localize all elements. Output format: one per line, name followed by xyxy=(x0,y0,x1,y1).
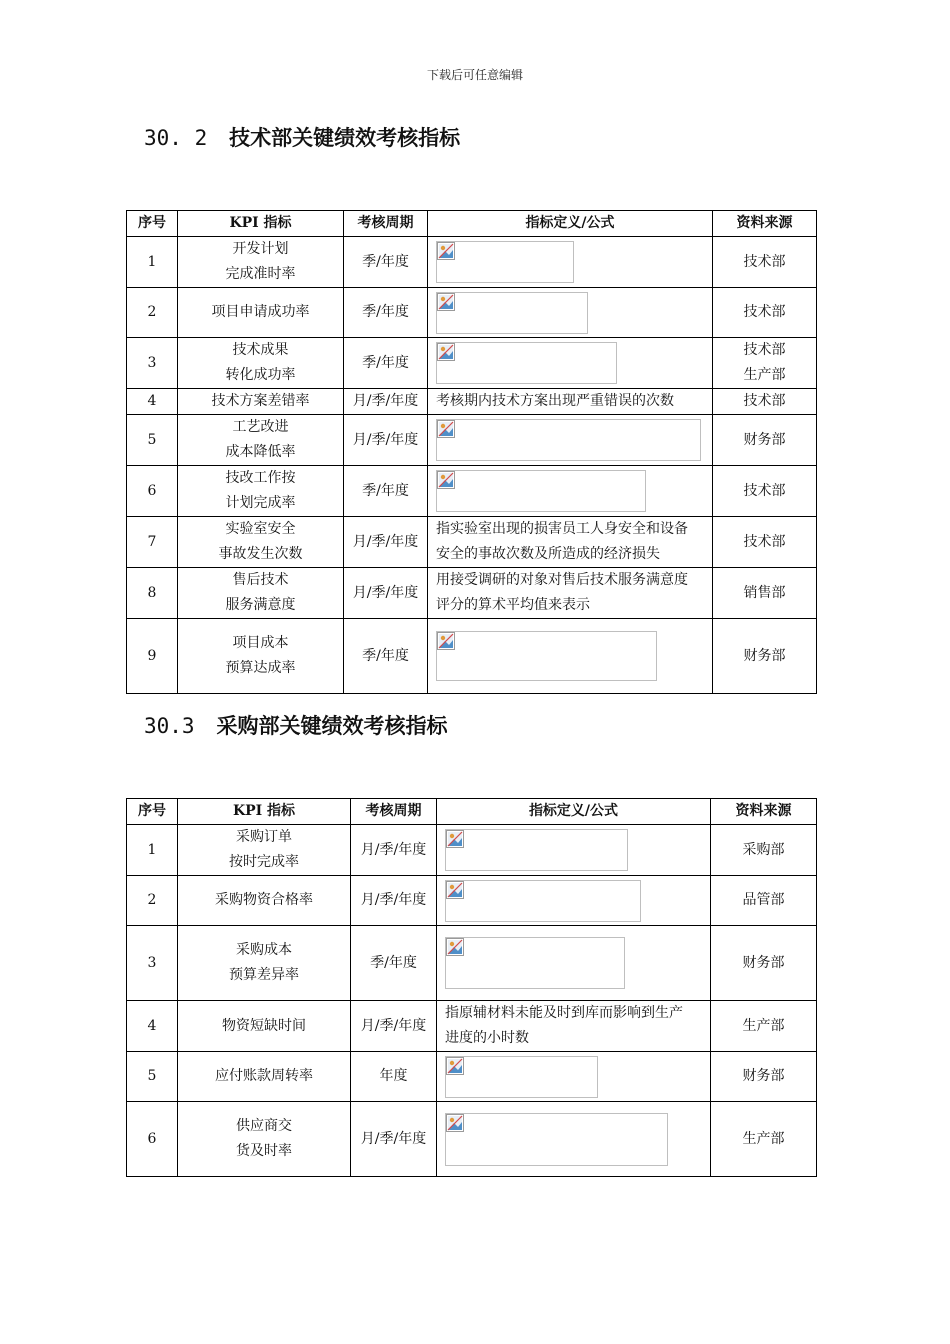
row-number: 4 xyxy=(127,1001,178,1052)
kpi-name-line: 采购订单 xyxy=(236,829,292,845)
data-source xyxy=(713,389,817,415)
table-header-row xyxy=(127,799,817,825)
column-header: 考核周期 xyxy=(344,211,428,237)
assessment-period: 季/年度 xyxy=(344,619,428,694)
row-number: 1 xyxy=(127,825,178,876)
kpi-name-line: 预算差异率 xyxy=(229,967,299,983)
data-source-line: 技术部 xyxy=(743,253,786,270)
kpi-name-line: 技改工作按 xyxy=(225,470,296,486)
assessment-period: 月/季/年度 xyxy=(344,568,428,619)
table-header-row xyxy=(127,211,817,237)
data-source-line: 销售部 xyxy=(743,584,786,601)
kpi-name-line: 事故发生次数 xyxy=(218,546,303,562)
row-number: 3 xyxy=(127,926,178,1001)
broken-image-icon xyxy=(446,938,464,956)
table-row xyxy=(127,517,817,568)
section-title-tech xyxy=(144,122,460,152)
definition-line: 指原辅材料未能及时到库而影响到生产 xyxy=(445,1005,683,1021)
section-number: 30. 2 xyxy=(144,126,208,150)
kpi-table-purchase xyxy=(126,798,817,1177)
kpi-name xyxy=(178,517,344,568)
table-row xyxy=(127,619,817,694)
table-row xyxy=(127,1001,817,1052)
definition-formula xyxy=(437,926,711,1001)
kpi-name-line: 实验室安全 xyxy=(225,521,296,537)
data-source-line: 技术部 xyxy=(743,533,786,550)
data-source-line: 生产部 xyxy=(742,1130,785,1147)
section-heading: 采购部关键绩效考核指标 xyxy=(216,713,448,738)
assessment-period: 月/季/年度 xyxy=(344,389,428,415)
data-source-line: 生产部 xyxy=(742,1017,785,1034)
data-source-line: 技术部 xyxy=(743,393,786,409)
data-source-line: 采购部 xyxy=(742,841,785,858)
data-source-line: 生产部 xyxy=(743,367,786,383)
formula-image-placeholder xyxy=(436,631,657,681)
definition-formula xyxy=(428,517,713,568)
kpi-name-line: 开发计划 xyxy=(232,241,289,257)
table-row xyxy=(127,288,817,338)
assessment-period: 季/年度 xyxy=(344,288,428,338)
assessment-period: 月/季/年度 xyxy=(351,1102,437,1177)
kpi-name xyxy=(178,237,344,288)
data-source-line: 品管部 xyxy=(742,892,785,908)
assessment-period: 月/季/年度 xyxy=(344,415,428,466)
row-number: 6 xyxy=(127,1102,178,1177)
kpi-name xyxy=(178,876,351,926)
data-source xyxy=(711,1001,817,1052)
kpi-name-line: 应付账款周转率 xyxy=(215,1068,313,1084)
data-source xyxy=(711,1102,817,1177)
kpi-name xyxy=(178,619,344,694)
row-number: 6 xyxy=(127,466,178,517)
definition-line: 评分的算术平均值来表示 xyxy=(436,597,590,613)
kpi-name-line: 项目申请成功率 xyxy=(211,304,310,320)
column-header: 资料来源 xyxy=(711,799,817,825)
kpi-name xyxy=(178,389,344,415)
assessment-period: 月/季/年度 xyxy=(351,876,437,926)
definition-formula xyxy=(428,568,713,619)
kpi-name-line: 计划完成率 xyxy=(225,495,296,511)
data-source xyxy=(713,338,817,389)
kpi-name-line: 转化成功率 xyxy=(225,367,296,383)
data-source xyxy=(711,876,817,926)
row-number: 9 xyxy=(127,619,178,694)
kpi-name-line: 工艺改进 xyxy=(232,419,289,435)
data-source xyxy=(713,466,817,517)
data-source-line: 技术部 xyxy=(743,304,786,320)
kpi-name xyxy=(178,825,351,876)
kpi-name-line: 预算达成率 xyxy=(225,660,296,676)
row-number: 1 xyxy=(127,237,178,288)
definition-formula xyxy=(428,389,713,415)
header-note: 下载后可任意编辑 xyxy=(426,68,523,82)
section-heading: 技术部关键绩效考核指标 xyxy=(229,125,461,150)
formula-image-placeholder xyxy=(445,937,625,989)
data-source xyxy=(713,415,817,466)
kpi-name-line: 物资短缺时间 xyxy=(222,1017,306,1034)
row-number: 5 xyxy=(127,415,178,466)
formula-image-placeholder xyxy=(436,342,617,384)
kpi-name xyxy=(178,415,344,466)
assessment-period: 月/季/年度 xyxy=(344,517,428,568)
kpi-name-line: 货及时率 xyxy=(236,1143,292,1159)
assessment-period: 季/年度 xyxy=(344,237,428,288)
table-row xyxy=(127,568,817,619)
data-source-line: 财务部 xyxy=(743,431,786,448)
assessment-period: 季/年度 xyxy=(351,926,437,1001)
column-header: KPI 指标 xyxy=(178,211,344,237)
broken-image-icon xyxy=(437,632,455,650)
kpi-name-line: 采购成本 xyxy=(236,942,292,958)
row-number: 4 xyxy=(127,389,178,415)
row-number: 7 xyxy=(127,517,178,568)
assessment-period: 季/年度 xyxy=(344,466,428,517)
broken-image-icon xyxy=(437,242,455,260)
kpi-name-line: 按时完成率 xyxy=(229,854,299,870)
definition-formula xyxy=(428,619,713,694)
data-source-line: 财务部 xyxy=(743,647,786,664)
kpi-table-tech xyxy=(126,210,817,694)
table-row xyxy=(127,338,817,389)
broken-image-icon xyxy=(437,420,455,438)
column-header: 序号 xyxy=(127,799,178,825)
kpi-name xyxy=(178,568,344,619)
formula-image-placeholder xyxy=(445,880,641,922)
column-header: 指标定义/公式 xyxy=(428,211,713,237)
kpi-name xyxy=(178,288,344,338)
definition-line: 用接受调研的对象对售后技术服务满意度 xyxy=(436,572,688,588)
table-row xyxy=(127,466,817,517)
definition-formula xyxy=(428,237,713,288)
definition-formula xyxy=(428,288,713,338)
row-number: 2 xyxy=(127,288,178,338)
data-source xyxy=(711,926,817,1001)
data-source xyxy=(711,825,817,876)
data-source xyxy=(713,619,817,694)
table-row xyxy=(127,237,817,288)
formula-image-placeholder xyxy=(436,292,588,334)
definition-formula xyxy=(428,466,713,517)
row-number: 5 xyxy=(127,1052,178,1102)
assessment-period: 月/季/年度 xyxy=(351,825,437,876)
table-row xyxy=(127,1052,817,1102)
kpi-name xyxy=(178,926,351,1001)
row-number: 2 xyxy=(127,876,178,926)
data-source-line: 财务部 xyxy=(742,954,785,971)
data-source xyxy=(713,517,817,568)
table-row xyxy=(127,415,817,466)
broken-image-icon xyxy=(437,293,455,311)
data-source-line: 技术部 xyxy=(743,342,786,358)
row-number: 3 xyxy=(127,338,178,389)
data-source xyxy=(713,237,817,288)
data-source-line: 技术部 xyxy=(743,482,786,499)
kpi-name xyxy=(178,338,344,389)
definition-formula xyxy=(437,1052,711,1102)
definition-formula xyxy=(437,1102,711,1177)
data-source xyxy=(711,1052,817,1102)
kpi-name-line: 技术方案差错率 xyxy=(211,393,310,409)
table-row xyxy=(127,926,817,1001)
kpi-name-line: 项目成本 xyxy=(232,635,289,651)
table-row xyxy=(127,389,817,415)
formula-image-placeholder xyxy=(436,419,701,461)
definition-line: 安全的事故次数及所造成的经济损失 xyxy=(436,546,660,562)
column-header: 指标定义/公式 xyxy=(437,799,711,825)
kpi-name-line: 售后技术 xyxy=(232,572,289,588)
definition-formula xyxy=(437,1001,711,1052)
table-row xyxy=(127,1102,817,1177)
column-header: 序号 xyxy=(127,211,178,237)
section-number: 30.3 xyxy=(144,714,195,738)
definition-formula xyxy=(437,876,711,926)
broken-image-icon xyxy=(446,830,464,848)
kpi-name-line: 成本降低率 xyxy=(225,444,296,460)
kpi-name-line: 技术成果 xyxy=(232,342,289,358)
column-header: 考核周期 xyxy=(351,799,437,825)
data-source xyxy=(713,568,817,619)
formula-image-placeholder xyxy=(445,829,628,871)
kpi-name-line: 服务满意度 xyxy=(225,597,296,613)
formula-image-placeholder xyxy=(436,241,574,283)
broken-image-icon xyxy=(437,343,455,361)
kpi-name-line: 采购物资合格率 xyxy=(215,892,313,908)
table-row xyxy=(127,825,817,876)
kpi-name xyxy=(178,466,344,517)
formula-image-placeholder xyxy=(436,470,646,512)
column-header: 资料来源 xyxy=(713,211,817,237)
broken-image-icon xyxy=(446,1057,464,1075)
broken-image-icon xyxy=(446,881,464,899)
definition-line: 考核期内技术方案出现严重错误的次数 xyxy=(436,393,674,409)
assessment-period: 月/季/年度 xyxy=(351,1001,437,1052)
assessment-period: 年度 xyxy=(351,1052,437,1102)
kpi-name xyxy=(178,1001,351,1052)
kpi-name xyxy=(178,1102,351,1177)
column-header: KPI 指标 xyxy=(178,799,351,825)
row-number: 8 xyxy=(127,568,178,619)
definition-line: 进度的小时数 xyxy=(445,1030,529,1046)
kpi-name xyxy=(178,1052,351,1102)
section-title-purchase xyxy=(144,710,448,740)
definition-line: 指实验室出现的损害员工人身安全和设备 xyxy=(436,521,688,537)
kpi-name-line: 供应商交 xyxy=(236,1118,292,1134)
formula-image-placeholder xyxy=(445,1056,598,1098)
broken-image-icon xyxy=(437,471,455,489)
data-source-line: 财务部 xyxy=(742,1068,785,1084)
definition-formula xyxy=(437,825,711,876)
data-source xyxy=(713,288,817,338)
formula-image-placeholder xyxy=(445,1113,668,1166)
table-row xyxy=(127,876,817,926)
broken-image-icon xyxy=(446,1114,464,1132)
kpi-name-line: 完成准时率 xyxy=(225,266,296,282)
definition-formula xyxy=(428,415,713,466)
definition-formula xyxy=(428,338,713,389)
assessment-period: 季/年度 xyxy=(344,338,428,389)
